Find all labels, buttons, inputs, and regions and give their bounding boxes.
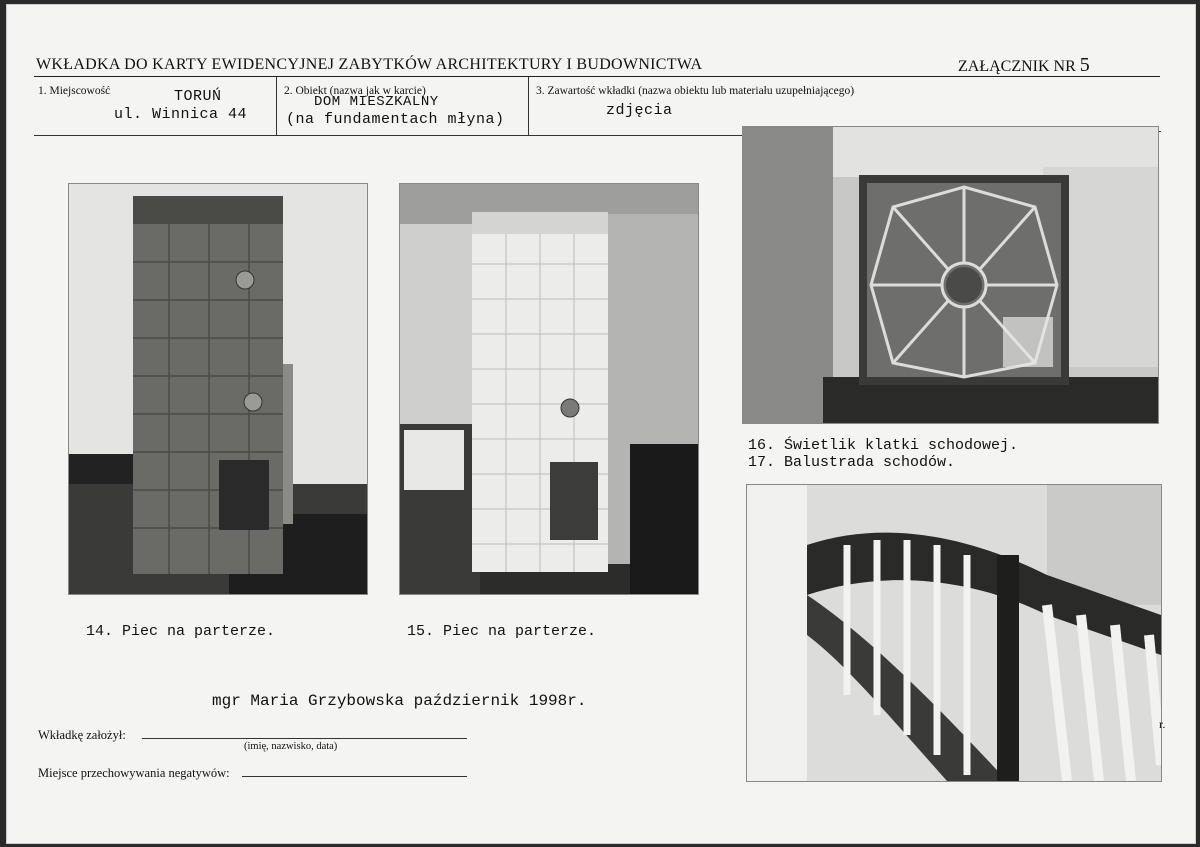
document-title: WKŁADKA DO KARTY EWIDENCYJNEJ ZABYTKÓW ARCHITEKTURY I BUDOWNICTWA	[36, 56, 703, 73]
annex-number: 5	[1079, 54, 1090, 76]
field1-label: 1. Miejscowość	[38, 85, 111, 97]
photo-16-skylight	[742, 126, 1159, 424]
field1-value-street: ul. Winnica 44	[114, 106, 248, 123]
header-rule	[34, 76, 1160, 77]
created-by-label: Wkładkę założył:	[38, 728, 126, 742]
photo-14-stove	[68, 183, 368, 595]
caption-photo-16: 16. Świetlik klatki schodowej.	[748, 437, 1019, 454]
stray-mark: r.	[1159, 717, 1166, 731]
field2-label: 2. Obiekt (nazwa jak w karcie)	[284, 85, 426, 97]
field-divider-2	[528, 77, 529, 135]
negatives-line	[242, 776, 467, 777]
field2-value-note: (na fundamentach młyna)	[286, 111, 505, 128]
fields-bottom-rule	[34, 135, 744, 136]
field2-value-object: DOM MIESZKALNY	[314, 94, 439, 110]
created-by-line	[142, 738, 467, 739]
field3-label: 3. Zawartość wkładki (nazwa obiektu lub materiału uzupełniającego)	[536, 85, 855, 97]
annex-label	[958, 54, 1090, 77]
author-signature-line: mgr Maria Grzybowska październik 1998r.	[212, 692, 587, 710]
annex-label-text: ZAŁĄCZNIK NR	[958, 58, 1076, 75]
created-by-hint: (imię, nazwisko, data)	[244, 741, 338, 752]
negatives-label: Miejsce przechowywania negatywów:	[38, 766, 230, 780]
field3-value: zdjęcia	[606, 102, 673, 119]
caption-photo-14: 14. Piec na parterze.	[86, 623, 276, 640]
photo-17-balustrade	[746, 484, 1162, 782]
photo-15-stove	[399, 183, 699, 595]
field1-value-city: TORUŃ	[174, 88, 222, 105]
caption-photo-15: 15. Piec na parterze.	[407, 623, 597, 640]
field-divider-1	[276, 77, 277, 135]
caption-photo-17: 17. Balustrada schodów.	[748, 454, 956, 471]
